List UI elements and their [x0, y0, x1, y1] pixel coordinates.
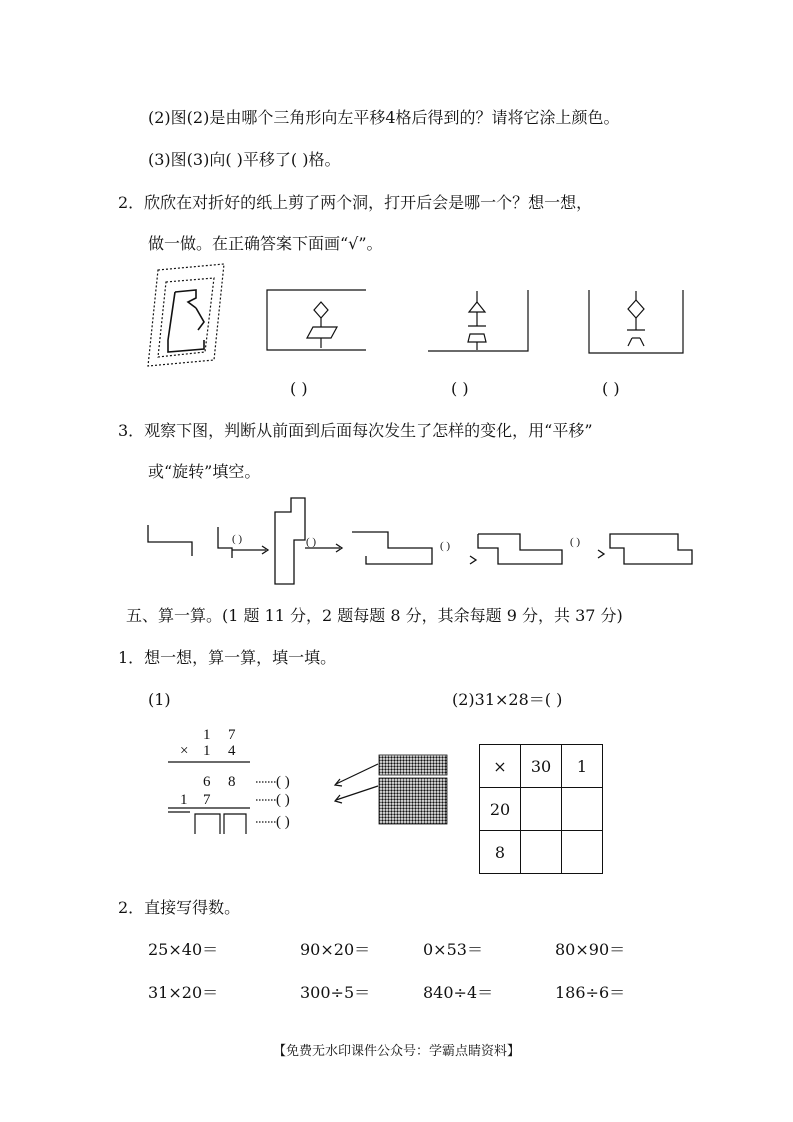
dot-array-top: [379, 755, 447, 775]
q3-blank-3[interactable]: ( ): [440, 540, 451, 552]
s5-q1-title: 1．想一想，算一算，填一填。: [118, 648, 337, 667]
s5-q1-part1-label: (1): [148, 690, 171, 709]
grid-row-20: 20: [480, 788, 521, 831]
q2-title: 2．欣欣在对折好的纸上剪了两个洞，打开后会是哪一个？想一想，: [118, 193, 593, 212]
calc-item: 31×20＝: [148, 983, 219, 1002]
vertical-blank-2[interactable]: ( ): [276, 792, 290, 808]
partial-product-1-digit-2: 8: [228, 774, 236, 790]
partial-product-2-digit-2: 7: [203, 792, 211, 808]
vertical-top-digit-1: 1: [203, 727, 211, 743]
calc-item: 90×20＝: [300, 940, 371, 959]
q2-subtitle: 做一做。在正确答案下面画“√”。: [148, 234, 383, 253]
vertical-top-digit-2: 7: [228, 727, 236, 743]
dot-array-bottom: [379, 778, 447, 824]
multiplication-grid: [479, 744, 603, 874]
grid-header-1: 1: [562, 745, 603, 788]
q1-part3-text: (3)图(3)向( )平移了( )格。: [148, 150, 341, 169]
calc-item: 0×53＝: [423, 940, 483, 959]
calc-item: 300÷5＝: [300, 983, 371, 1002]
q3-blank-1[interactable]: ( ): [232, 533, 243, 545]
vertical-blank-3[interactable]: ( ): [276, 814, 290, 830]
partial-product-1-digit-1: 6: [203, 774, 211, 790]
s5-q2-title: 2．直接写得数。: [118, 898, 241, 917]
calc-item: 25×40＝: [148, 940, 219, 959]
q1-part2-text: (2)图(2)是由哪个三角形向左平移4格后得到的？请将它涂上颜色。: [148, 108, 620, 127]
grid-cell[interactable]: [562, 788, 603, 831]
times-sign: ×: [180, 743, 189, 759]
grid-header-times: ×: [480, 745, 521, 788]
option-a-answer[interactable]: ( ): [290, 379, 308, 398]
s5-q1-part2-label: (2)31×28＝( ): [452, 690, 563, 709]
grid-cell[interactable]: [562, 831, 603, 874]
vertical-blank-1[interactable]: ( ): [276, 774, 290, 790]
q3-blank-4[interactable]: ( ): [570, 536, 581, 548]
section-5-title: 五、算一算。(1 题 11 分，2 题每题 8 分，其余每题 9 分，共 37 分): [126, 606, 623, 625]
q3-subtitle: 或“旋转”填空。: [148, 462, 261, 481]
vertical-bottom-digit-2: 4: [228, 743, 236, 759]
partial-product-2-digit-1: 1: [180, 792, 188, 808]
grid-header-30: 30: [521, 745, 562, 788]
footer-note: 【免费无水印课件公众号：学霸点睛资料】: [272, 1044, 520, 1059]
option-b-answer[interactable]: ( ): [451, 379, 469, 398]
vertical-bottom-digit-1: 1: [203, 743, 211, 759]
grid-row-8: 8: [480, 831, 521, 874]
grid-cell[interactable]: [521, 831, 562, 874]
calc-item: 840÷4＝: [423, 983, 494, 1002]
calc-item: 80×90＝: [555, 940, 626, 959]
calc-item: 186÷6＝: [555, 983, 626, 1002]
option-c-answer[interactable]: ( ): [602, 379, 620, 398]
grid-cell[interactable]: [521, 788, 562, 831]
q3-blank-2[interactable]: ( ): [306, 536, 317, 548]
q3-title: 3．观察下图，判断从前面到后面每次发生了怎样的变化，用“平移”: [118, 421, 593, 440]
